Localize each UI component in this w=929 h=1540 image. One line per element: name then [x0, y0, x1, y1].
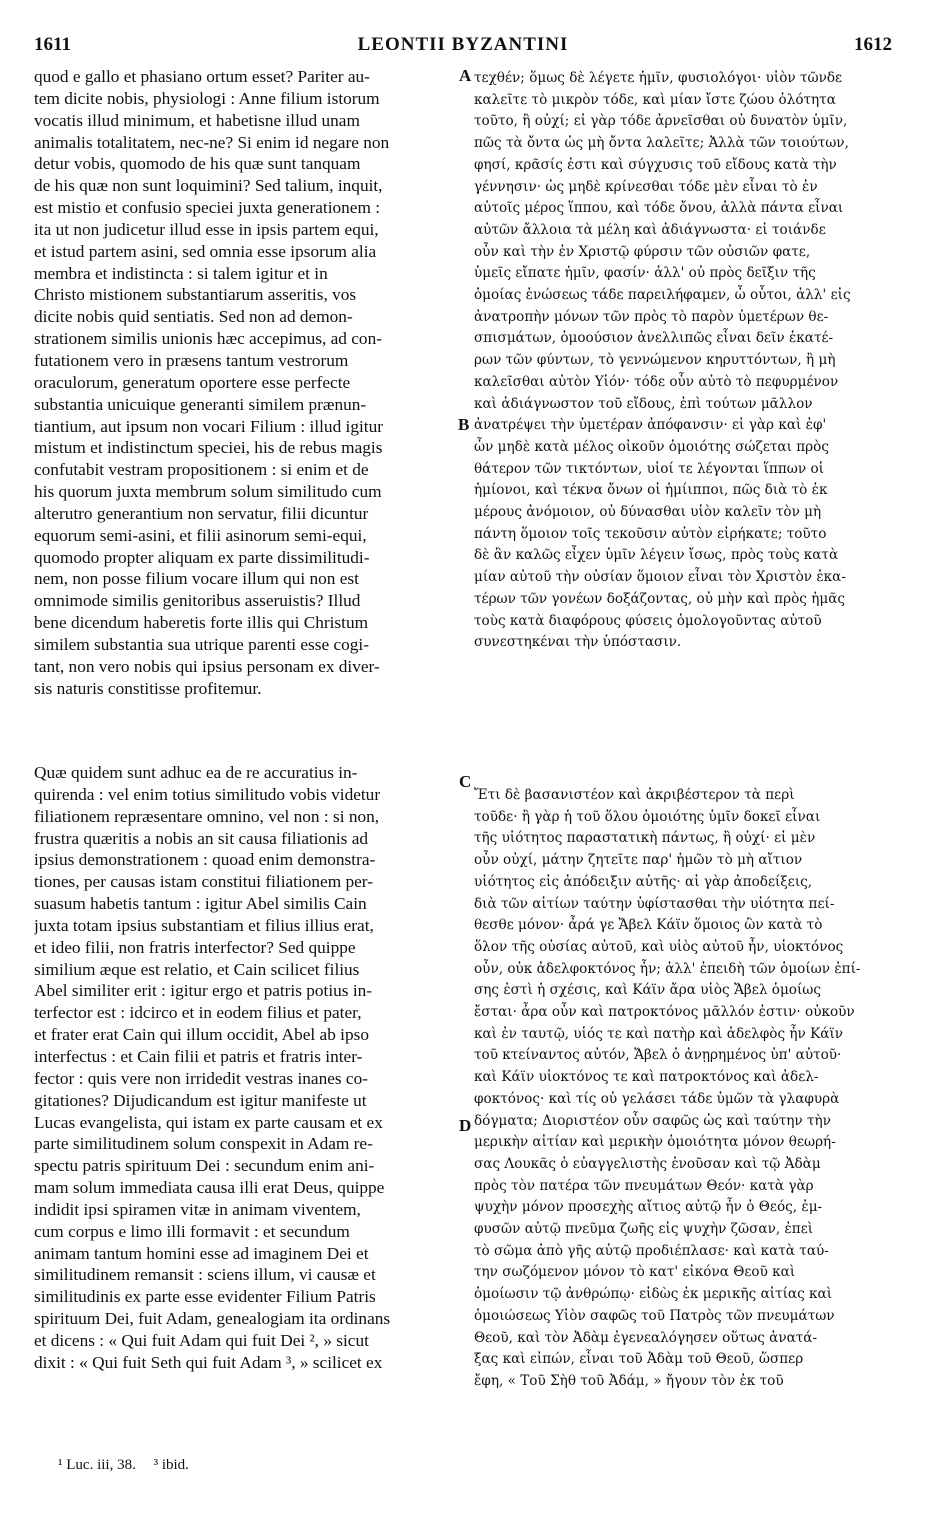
text-line: et istud partem asini, sed omnia esse ipsorum alia [34, 241, 377, 261]
text-line: gitationes? Dijudicandum est igitur manifeste ut [34, 1090, 367, 1110]
text-line: parte similitudinem solum conspexit in Adam re- [34, 1134, 373, 1154]
text-line: spirituum Dei, fuit Adam, genealogiam ita ordinans [34, 1309, 391, 1329]
text-line: τὸ σῶμα ἀπὸ γῆς αὐτῷ προδιέπλασε· καὶ κατὰ ταύ- [474, 1242, 829, 1259]
text-line: φοκτόνος· καὶ τίς οὐ γελάσει τάδε ὑμῶν τὰ γλαφυρὰ [474, 1090, 840, 1107]
text-line: his quorum juxta membrum solum similitudo cum [34, 482, 382, 502]
text-line: et ideo filii, non fratris interfector? Sed quippe [34, 937, 356, 957]
text-line: πάντη ὅμοιον τοῖς τεκοῦσιν αὐτὸν εἰρήκατε; τοῦτο [474, 525, 827, 542]
text-line: ἡμίονοι, καὶ τέκνα ὄνων οἱ ἡμίιπποι, πῶς διὰ τὸ ἐκ [474, 482, 828, 499]
text-line: mam solum immediata causa illi erat Deus, quippe [34, 1178, 385, 1198]
margin-marker-c: C [459, 772, 472, 791]
text-line: Christo mistionem substantiarum asseritis, vos [34, 285, 357, 305]
text-line: ὧν μηδὲ κατὰ μέλος οἰκοῦν ὁμοιότης σώζεται πρὸς [474, 438, 829, 455]
text-line: δόγματα; Διοριστέον οὖν σαφῶς ὡς καὶ ταύτην τὴν [474, 1112, 831, 1129]
text-line: Ἔτι δὲ βασανιστέον καὶ ἀκριβέστερον τὰ περὶ [474, 787, 795, 803]
text-line: substantia unicuique generanti similem prænun- [34, 394, 367, 414]
text-line: οὖν οὐχί, μάτην ζητεῖτε παρ' ἡμῶν τὸ μὴ αἴτιον [474, 852, 803, 869]
text-line: bene dicendum haberetis forte illis qui Christum [34, 613, 369, 633]
text-line: tiantium, aut ipsum non vocari Filium : illud igitur [34, 416, 383, 436]
text-line: καὶ ἀδιάγνωστον τοῦ εἴδους, ἐπὶ τούτων μᾶλλον [474, 395, 813, 412]
footnotes [58, 1457, 203, 1474]
text-line: Θεοῦ, καὶ τὸν Ἀδὰμ ἐγενεαλόγησεν οὕτως ἀνατά- [474, 1329, 818, 1346]
text-line: διὰ τῶν αἰτίων ταύτην ὑφίστασθαι τὴν υἱότητα πεί- [474, 895, 835, 912]
text-line: similitudinem remansit : sciens illum, vi causæ et [34, 1265, 376, 1285]
text-line: Abel similiter erit : igitur ergo et patris potius in- [34, 981, 373, 1001]
text-line: sis naturis constitisse profitemur. [34, 678, 262, 698]
text-line: αὐτῶν ἄλλοια τὰ μέλη καὶ ἀδιάγνωστα· εἰ τοιάνδε [474, 221, 826, 238]
text-line: similium æque est relatio, et Cain scilicet filius [34, 959, 360, 979]
page-header [34, 34, 892, 58]
text-line: animam tantum homini esse ad imaginem Dei et [34, 1243, 369, 1263]
text-line: πῶς τὰ ὄντα ὡς μὴ ὄντα λαλεῖτε; Ἀλλὰ τῶν τοιούτων, [474, 135, 849, 152]
text-line: cum corpus e limo illi formavit : et secundum [34, 1221, 350, 1241]
text-line: dixit : « Qui fuit Seth qui fuit Adam ³, » scilicet ex [34, 1352, 383, 1372]
text-line: ἀνατροπὴν μόνων τῶν πρὸς τὸ παρὸν ὑμετέρων θε- [474, 308, 829, 325]
page-number-right: 1612 [854, 34, 892, 55]
text-line: vocatis illud minimum, et habetisne illud unam [34, 110, 360, 130]
text-line: terfector est : idcirco et in eodem filius et pater, [34, 1003, 362, 1023]
text-line: την σωζόμενον μόνον τὸ κατ' εἰκόνα Θεοῦ καὶ [474, 1264, 796, 1281]
text-line: θάτερον τῶν τικτόντων, υἱοί τε λέγονται ἵππων οἱ [474, 460, 824, 477]
text-line: Lucas evangelista, qui istam ex parte causam et ex [34, 1112, 383, 1132]
text-line: tem dicite nobis, physiologi : Anne filium istorum [34, 88, 380, 108]
margin-marker-d: D [459, 1116, 472, 1135]
text-line: καλεῖτε τὸ μικρὸν τόδε, καὶ μίαν ἴστε ζώου ὁλότητα [474, 91, 836, 108]
text-line: τοὺς κατὰ διαφόρους φύσεις ὁμολογοῦντας αὐτοῦ [474, 612, 822, 629]
margin-marker-b: B [458, 415, 470, 434]
text-line: similitudinis ex parte esse evidenter Filium Patris [34, 1287, 376, 1307]
text-line: γέννησιν· ὡς μηδὲ κρίνεσθαι τόδε μὲν εἶναι τὸ ἐν [474, 178, 818, 195]
text-line: et frater erat Cain qui illum occidit, Abel ab ipso [34, 1025, 369, 1045]
text-line: oraculorum, generatum oportere esse perfecte [34, 372, 351, 392]
running-title: LEONTII BYZANTINI [357, 34, 569, 55]
text-line: αὐτοῖς μέρος ἵππου, καὶ τόδε ὄνου, ἀλλὰ πάντα εἶναι [474, 200, 844, 217]
text-line: strationem similis unionis hæc accepimus, ad con- [34, 329, 382, 349]
text-line: σας Λουκᾶς ὁ εὐαγγελιστὴς ἑνοῦσαν καὶ τῷ Ἀδὰμ [474, 1155, 821, 1172]
text-line: σπισμάτων, ὁμοούσιον ἀνελλιπῶς εἶναι δεῖν ἑκατέ- [474, 330, 834, 347]
text-line: Quæ quidem sunt adhuc ea de re accuratius in- [34, 763, 358, 782]
text-line: ὁμοιώσεως Υἱὸν σαφῶς τοῦ Πατρὸς τῶν πνευμάτων [474, 1307, 835, 1324]
text-line: nem, non posse filium vocare illum qui non est [34, 569, 359, 589]
text-line: ρων τῶν φύντων, τὸ γεννώμενον κηρυττόντων, ἢ μὴ [474, 352, 836, 369]
page-number-left: 1611 [34, 34, 71, 55]
text-line: οὖν καὶ τὴν ἐν Χριστῷ φύρσιν τῶν οὐσιῶν φατε, [474, 243, 811, 260]
text-line: est mistio et confusio speciei juxta generationem : [34, 198, 381, 218]
text-line: φυσῶν αὐτῷ πνεῦμα ζωῆς εἰς ψυχὴν ζῶσαν, ἐπεὶ [474, 1221, 814, 1238]
latin-column-part-1 [34, 66, 458, 699]
text-line: ἔσται· ἆρα οὖν καὶ πατροκτόνος μᾶλλόν ἐστιν· οὐκοῦν [474, 1004, 855, 1021]
text-line: συνεστηκέναι τὴν ὑπόστασιν. [474, 634, 682, 651]
text-line: καλεῖσθαι αὐτὸν Υἱόν· τόδε οὖν αὐτὸ τὸ πεφυρμένον [474, 373, 839, 390]
text-line: et dicens : « Qui fuit Adam qui fuit Dei ², » sicut [34, 1330, 369, 1350]
text-line: suasum habetis tantum : igitur Abel similis Cain [34, 894, 367, 914]
text-line: ἀνατρέψει τὴν ὑμετέραν ἀπόφανσιν· εἰ γὰρ καὶ ἐφ' [474, 417, 827, 434]
text-line: μέρους ἀνόμοιον, οὐ δύνασθαι υἱὸν καλεῖν τὸν μὴ [474, 504, 822, 521]
text-line: interfectus : et Cain filii et patris et fratris inter- [34, 1046, 363, 1066]
latin-column-part-2 [34, 762, 458, 1374]
text-line: ὅλον τῆς οὐσίας αὐτοῦ, καὶ υἱὸς αὐτοῦ ἦν, υἱοκτόνος [474, 938, 844, 955]
text-line: ξας καὶ εἰπών, εἶναι τοῦ Ἀδὰμ τοῦ Θεοῦ, ὥσπερ [474, 1351, 804, 1368]
text-line: δὲ ἂν καλῶς εἶχεν ὑμῖν λέγειν ἴσως, πρὸς τοὺς κατὰ [474, 547, 839, 564]
text-line: tant, non vero nobis qui ipsius personam ex diver- [34, 656, 380, 676]
text-line: dicite nobis quid sentiatis. Sed non ad demon- [34, 307, 353, 327]
text-line: futationem vero in præsens tantum vestrorum [34, 350, 349, 370]
text-line: membra et indistincta : si talem igitur et in [34, 263, 328, 283]
text-line: καὶ ἐν ταυτῷ, υἱός τε καὶ πατὴρ καὶ ἀδελφὸς ἦν Κάϊν [474, 1025, 844, 1042]
text-line: καὶ Κάϊν υἱοκτόνος τε καὶ πατροκτόνος καὶ ἀδελ- [474, 1069, 819, 1086]
text-line: confutabit vestram propositionem : si enim et de [34, 460, 369, 480]
text-line: filiationem repræsentare omnino, vel non : si non, [34, 806, 380, 826]
text-line: equorum semi-asini, et filii asinorum semi-equi, [34, 525, 367, 545]
greek-column-part-1 [474, 68, 892, 654]
text-line: πρὸς τὸν πατέρα τῶν πνευμάτων Θεόν· κατὰ γὰρ [474, 1177, 814, 1194]
text-line: spectu patris spirituum Dei : secundum enim ani- [34, 1156, 375, 1176]
text-line: frustra quæritis a nobis an sit causa filiationis ad [34, 828, 369, 848]
margin-marker-a: A [459, 66, 472, 85]
text-line: τεχθέν; ὅμως δὲ λέγετε ἡμῖν, φυσιολόγοι· υἱὸν τῶνδε [474, 70, 843, 86]
text-line: τέρων τῶν γονέων δοξάζοντας, οὐ μὴν καὶ πρὸς ἡμᾶς [474, 590, 845, 607]
text-line: μίαν αὐτοῦ τὴν οὐσίαν ὅμοιον εἶναι τὸν Χριστὸν ἑκα- [474, 569, 846, 586]
text-line: μερικὴν αἰτίαν καὶ μερικὴν ὁμοιότητα μόνον θεωρή- [474, 1134, 836, 1151]
text-line: detur vobis, quomodo de his quæ sunt tanquam [34, 154, 361, 174]
text-line: σης ἐστὶ ἡ σχέσις, καὶ Κάϊν ἄρα υἱὸς Ἄβελ ὁμοίως [474, 982, 821, 999]
footnote: ³ ibid. [153, 1457, 189, 1473]
text-line: tiones, per causas istam constitui filiationem per- [34, 872, 373, 892]
text-line: similem substantia sua utrique parenti esse cogi- [34, 634, 369, 654]
text-line: ὑμεῖς εἴπατε ἡμῖν, φασίν· ἀλλ' οὐ πρὸς δεῖξιν τῆς [474, 265, 816, 282]
text-line: indidit ipsi spiramen vitæ in animam viventem, [34, 1199, 361, 1219]
text-line: juxta totam ipsius substantiam et filius illius erat, [34, 915, 374, 935]
text-line: ψυχὴν μόνον προσεχὴς αἴτιος αὐτῷ ἦν ὁ Θεός, ἐμ- [474, 1199, 823, 1216]
text-line: θεσθε μόνον· ἆρά γε Ἄβελ Κάϊν ὅμοιος ὢν κατὰ τὸ [474, 917, 823, 934]
text-line: de his quæ non sunt loquimini? Sed talium, inquit, [34, 176, 383, 196]
text-line: τοῦτο, ἢ οὐχί; εἰ γὰρ τόδε ἀρνεῖσθαι οὐ δυνατὸν ὑμῖν, [474, 113, 848, 130]
text-line: τοῦ κτείναντος αὐτόν, Ἄβελ ὁ ἀνῃρημένος ὑπ' αὐτοῦ· [474, 1047, 842, 1064]
text-line: ὁμοίωσιν τῷ ἀνθρώπῳ· εἰδὼς ἐκ μερικῆς αἰτίας καὶ [474, 1286, 833, 1303]
text-line: animalis totalitatem, nec-ne? Si enim id negare non [34, 132, 390, 152]
text-line: τῆς υἱότητος παραστατικὴ πάντως, ἢ οὐχί· εἰ μὲν [474, 830, 816, 847]
text-line: ὁμοίας ἑνώσεως τάδε παρειλήφαμεν, ὦ οὗτοι, ἀλλ' εἰς [474, 287, 851, 304]
text-line: οὖν, οὐκ ἀδελφοκτόνος ἦν; ἀλλ' ἐπειδὴ τῶν ὁμοίων ἐπί- [474, 960, 861, 977]
text-line: φησί, κρᾶσίς ἐστι καὶ σύγχυσις τοῦ εἴδους κατὰ τὴν [474, 156, 837, 173]
text-line: ἔφη, « Τοῦ Σὴθ τοῦ Ἀδάμ, » ἤγουν τὸν ἐκ τοῦ [474, 1372, 784, 1389]
text-line: fector : quis vere non irridedit vestras inanes co- [34, 1068, 368, 1088]
text-line: quod e gallo et phasiano ortum esset? Pariter au- [34, 67, 370, 86]
text-line: ipsius demonstrationem : quoad enim demonstra- [34, 850, 376, 870]
text-line: quomodo propter aliquam ex parte dissimilitudi- [34, 547, 370, 567]
text-line: τοῦδε· ἢ γὰρ ἡ τοῦ ὅλου ὁμοιότης ὑμῖν δοκεῖ εἶναι [474, 808, 821, 825]
text-line: alterutro generantium non servatur, filii dicuntur [34, 503, 369, 523]
text-line: omnimode similis genitoribus asseruistis? Illud [34, 591, 361, 611]
text-line: quirenda : vel enim totius similitudo vobis videtur [34, 784, 381, 804]
text-line: mistum et indistinctum speciei, his de rebus magis [34, 438, 383, 458]
footnote: ¹ Luc. iii, 38. [58, 1457, 136, 1473]
text-line: ita ut non judicetur illud esse in ipsis partem equi, [34, 219, 379, 239]
text-line: υἱότητος εἰς ἀπόδειξιν αὐτῆς· αἱ γὰρ ἀποδείξεις, [474, 873, 813, 890]
greek-column-part-2 [474, 785, 892, 1393]
